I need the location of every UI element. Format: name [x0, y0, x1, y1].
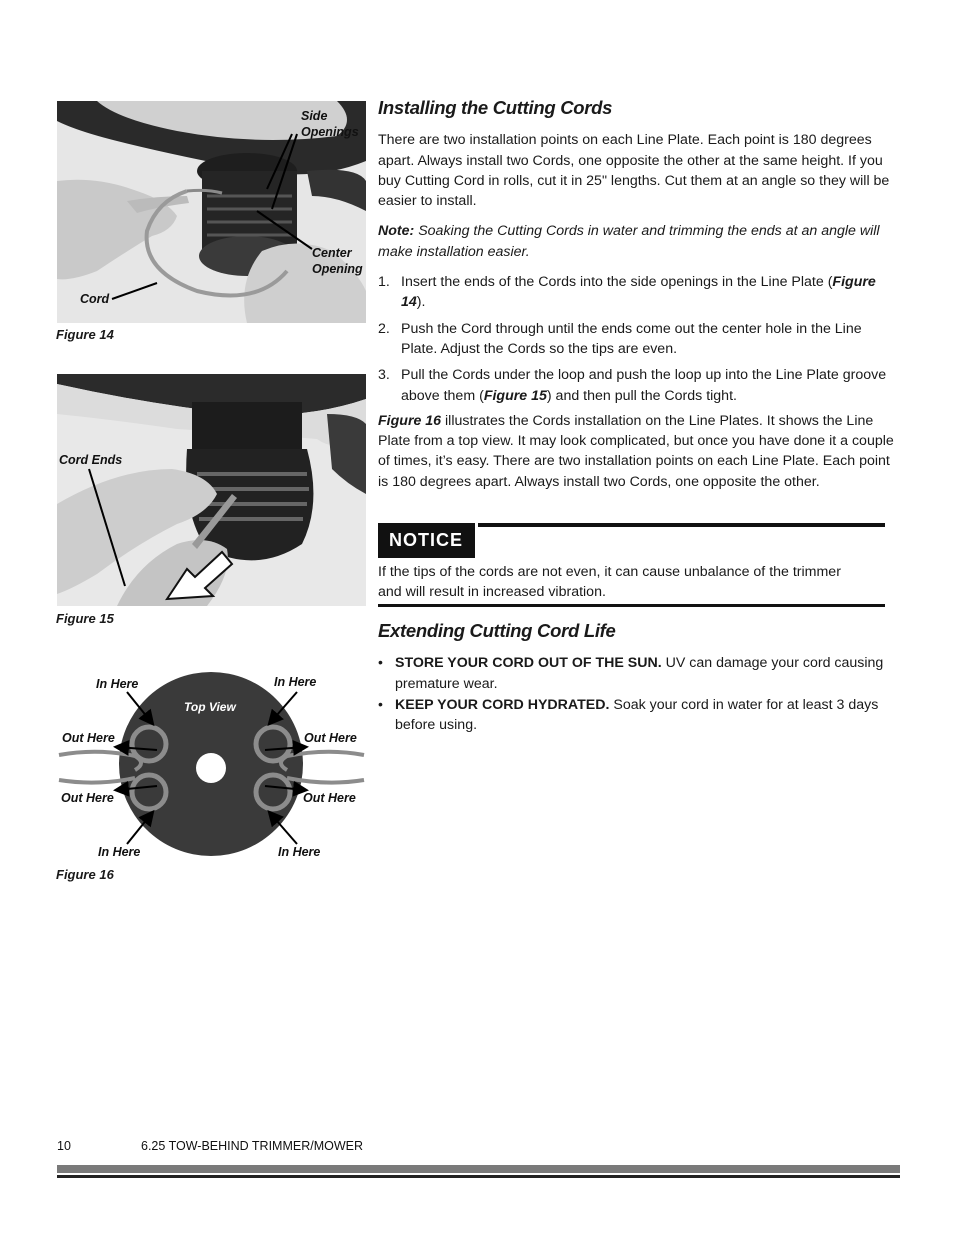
- fig16-label-in-here-tl: In Here: [96, 677, 139, 691]
- installing-intro: There are two installation points on each Line Plate. Each point is 180 degrees apart. Always install two Cords, one opposite the other at the same height. If you buy Cutting Cord in rolls, cut it in 25" lengths. Cut them at an angle so they will be easier to install.: [378, 132, 890, 210]
- label-side: Side: [301, 109, 328, 123]
- extending-bullets: [378, 653, 898, 735]
- note-label: Note:: [378, 223, 415, 240]
- label-center: Center: [312, 246, 352, 260]
- fig14-label-cord: Cord: [80, 292, 110, 306]
- fig14-label-center-opening: [312, 245, 363, 277]
- notice-bottom-rule: [378, 604, 885, 607]
- fig14-label-side-openings: [301, 108, 359, 140]
- fig16-label-out-here-l1: Out Here: [62, 731, 115, 745]
- fig16-label-out-here-r1: Out Here: [304, 731, 357, 745]
- notice-box: [378, 523, 885, 550]
- figure-ref: Figure 14: [401, 274, 876, 311]
- fig16-label-out-here-r2: Out Here: [303, 791, 356, 805]
- label-opening: Opening: [312, 262, 363, 276]
- bullet-item: [378, 695, 898, 736]
- step-2: [378, 319, 898, 360]
- bullet-text: UV can damage your cord causing premature wear.: [395, 655, 884, 692]
- step-text: Push the Cord through until the ends come out the center hole in the Line Plate. Adjust the Cords so the tips are even.: [401, 320, 862, 357]
- fig16-label-out-here-l2: Out Here: [61, 791, 114, 805]
- bullet-item: [378, 653, 898, 694]
- figure-15-caption: Figure 15: [56, 611, 114, 626]
- step-text: Pull the Cords under the loop and push the loop up into the Line Plate groove above them (: [401, 367, 887, 404]
- step-1: [378, 272, 898, 313]
- step-text-post: ).: [416, 294, 426, 311]
- note-text: Soaking the Cutting Cords in water and trimming the ends at an angle will make installation easier.: [378, 223, 880, 260]
- bullet-bold: KEEP YOUR CORD HYDRATED.: [395, 696, 610, 713]
- figure-14-caption: Figure 14: [56, 327, 114, 342]
- step-text-post: ) and then pull the Cords tight.: [546, 387, 737, 404]
- step-3: [378, 365, 898, 406]
- figure-15-photo: [57, 374, 366, 606]
- step-number: 3.: [378, 367, 390, 384]
- footer-title: 6.25 TOW-BEHIND TRIMMER/MOWER: [141, 1139, 364, 1153]
- figure-16-description: [378, 411, 898, 492]
- footer-bar-line: [57, 1175, 900, 1178]
- step-number: 2.: [378, 320, 390, 337]
- fig16-label-in-here-tr: In Here: [274, 675, 317, 689]
- footer-bar: [57, 1165, 900, 1173]
- fig16-label-in-here-br: In Here: [278, 845, 321, 859]
- fig15-label-cord-ends: Cord Ends: [59, 453, 123, 467]
- figure-ref: Figure 16: [378, 412, 442, 429]
- bullet-text: Soak your cord in water for at least 3 days before using.: [395, 696, 879, 734]
- figure-16-diagram: [57, 668, 366, 868]
- installing-section: [378, 98, 898, 492]
- fig16-label-in-here-bl: In Here: [98, 845, 141, 859]
- extending-heading: Extending Cutting Cord Life: [378, 620, 616, 641]
- label-openings: Openings: [301, 125, 359, 139]
- notice-top-rule: [478, 523, 885, 527]
- step-text: Insert the ends of the Cords into the side openings in the Line Plate (: [401, 274, 833, 291]
- installation-steps: [378, 272, 898, 406]
- extending-section: [378, 621, 898, 736]
- installing-heading: Installing the Cutting Cords: [378, 97, 613, 118]
- installing-note: [378, 221, 898, 262]
- description-text: illustrates the Cords installation on the Line Plates. It shows the Line Plate from a top view. It may look complicated, but once you have done it a couple of times, it’s easy. There are two installation points on each Line Plate. Each point is 180 degrees apart. Always install two Cords, one opposite the other.: [378, 412, 894, 490]
- bullet-bold: STORE YOUR CORD OUT OF THE SUN.: [395, 655, 662, 672]
- page-number: 10: [57, 1139, 71, 1153]
- figure-ref: Figure 15: [483, 387, 547, 404]
- figure-16-caption: Figure 16: [56, 867, 114, 882]
- notice-label: NOTICE: [378, 523, 475, 558]
- fig16-label-top-view: Top View: [184, 700, 236, 714]
- step-number: 1.: [378, 274, 390, 291]
- notice-text: If the tips of the cords are not even, it can cause unbalance of the trimmer and will result in increased vibration.: [378, 564, 841, 601]
